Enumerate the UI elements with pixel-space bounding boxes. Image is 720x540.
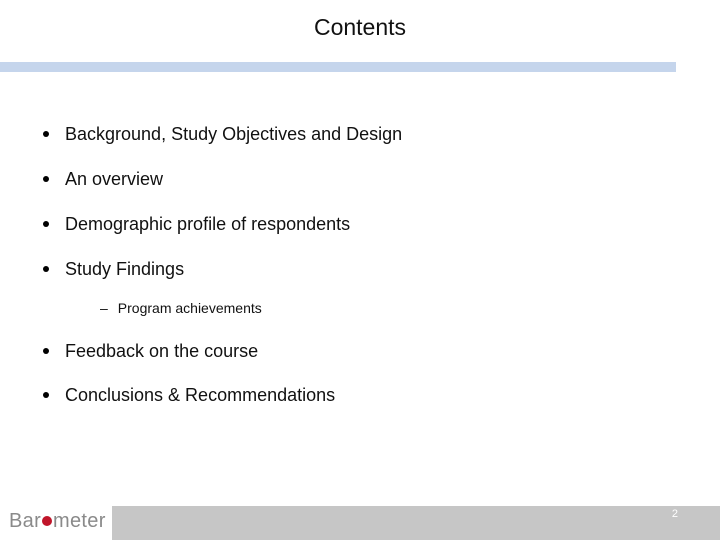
- list-item-label: Study Findings: [65, 259, 185, 279]
- title-underline-bar: [0, 62, 676, 72]
- list-item: [40, 167, 163, 191]
- bullet-icon: [43, 131, 49, 137]
- sub-list-item: [100, 298, 262, 318]
- list-item: [40, 212, 350, 236]
- list-item-label: Background, Study Objectives and Design: [65, 124, 403, 144]
- barometer-logo: [9, 510, 106, 533]
- bullet-icon: [43, 348, 49, 354]
- bullet-icon: [43, 176, 49, 182]
- logo-text-suffix: meter: [53, 510, 106, 532]
- list-item-label: Demographic profile of respondents: [65, 214, 351, 234]
- slide-title: Contents: [313, 14, 407, 40]
- dash-icon: –: [100, 300, 108, 316]
- list-item-label: Feedback on the course: [65, 341, 259, 361]
- list-item: [40, 339, 258, 363]
- list-item-label: Conclusions & Recommendations: [65, 385, 336, 405]
- bullet-icon: [43, 266, 49, 272]
- bullet-icon: [43, 392, 49, 398]
- page-number: 2: [671, 508, 678, 520]
- list-item: [40, 383, 335, 407]
- slide-footer: [0, 506, 720, 540]
- list-item-label: An overview: [65, 169, 164, 189]
- logo-text-prefix: Bar: [9, 510, 42, 532]
- logo-dot-icon: [42, 516, 52, 526]
- sub-list-item-label: Program achievements: [117, 300, 262, 316]
- list-item: [40, 122, 402, 146]
- bullet-icon: [43, 221, 49, 227]
- list-item: [40, 257, 184, 281]
- footer-bar: [112, 506, 720, 540]
